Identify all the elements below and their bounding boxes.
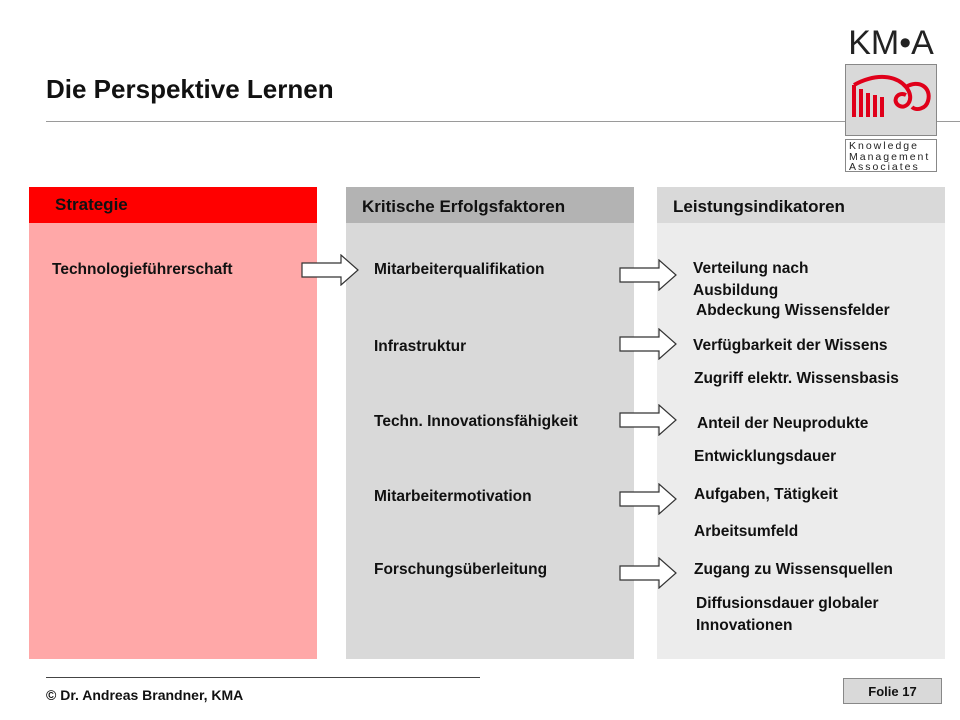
indicator-item: Abdeckung Wissensfelder: [696, 302, 890, 319]
indicator-item: Diffusionsdauer globaler Innovationen: [696, 595, 879, 634]
page-title: Die Perspektive Lernen: [46, 74, 334, 104]
strategy-header-label: Strategie: [55, 195, 128, 214]
logo-wordmark: KM•A: [848, 23, 934, 62]
indicator-item: Zugriff elektr. Wissensbasis: [694, 370, 899, 387]
indicator-item: Aufgaben, Tätigkeit: [694, 486, 838, 503]
strategy-column-header: [29, 187, 317, 223]
indicator-item: Entwicklungsdauer: [694, 448, 837, 465]
copyright-text: © Dr. Andreas Brandner, KMA: [46, 687, 244, 703]
factor-item: Techn. Innovationsfähigkeit: [374, 413, 578, 430]
factors-header-label: Kritische Erfolgsfaktoren: [362, 197, 566, 216]
strategy-item: Technologieführerschaft: [52, 261, 233, 278]
indicators-header-label: Leistungsindikatoren: [673, 197, 845, 216]
arrow-right-icon: [619, 483, 677, 515]
title-divider: [46, 121, 960, 122]
indicator-item: Zugang zu Wissensquellen: [694, 561, 893, 578]
arrow-right-icon: [619, 259, 677, 291]
logo-line: Knowledge: [849, 140, 919, 152]
logo-line: Management: [849, 150, 931, 163]
factor-item: Infrastruktur: [374, 338, 467, 355]
arrow-right-icon: [619, 328, 677, 360]
footer-divider: [46, 677, 480, 678]
arrow-right-icon: [619, 557, 677, 589]
strategy-column: [29, 187, 317, 659]
indicators-column-header: [657, 187, 945, 223]
indicator-item: Arbeitsumfeld: [694, 523, 799, 540]
kma-logo: [845, 24, 937, 172]
factor-item: Mitarbeiterqualifikation: [374, 261, 545, 278]
factor-item: Forschungsüberleitung: [374, 561, 548, 578]
indicator-item: Verteilung nach Ausbildung: [693, 260, 809, 299]
factor-item: Mitarbeitermotivation: [374, 488, 532, 505]
indicator-item: Verfügbarkeit der Wissens: [693, 337, 888, 354]
arrow-right-icon: [619, 404, 677, 436]
slide-number-badge: Folie 17: [843, 678, 942, 704]
arrow-right-icon: [301, 254, 359, 286]
indicator-item: Anteil der Neuprodukte: [697, 415, 869, 432]
logo-line: Associates: [849, 161, 920, 173]
logo-caption: [845, 139, 937, 172]
logo-emblem-icon: [846, 65, 936, 135]
factors-column-header: [346, 187, 634, 223]
logo-emblem: [845, 64, 937, 136]
